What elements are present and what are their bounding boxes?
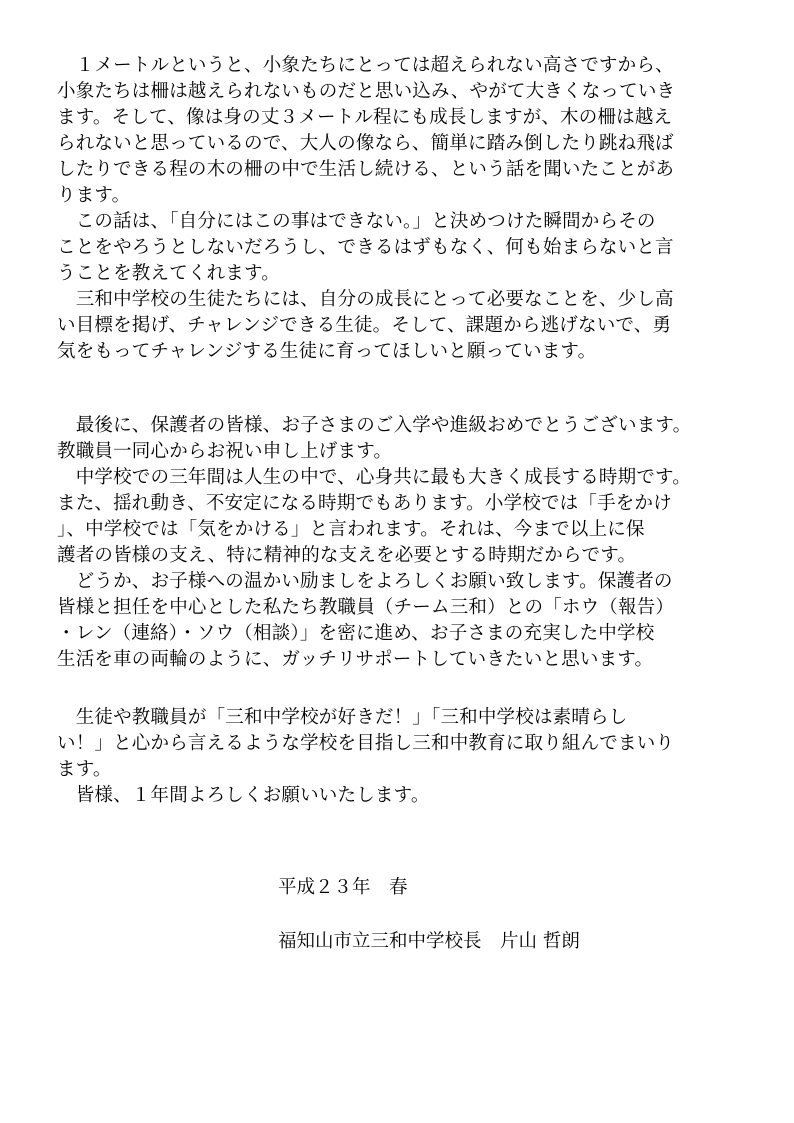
text-line: 生活を車の両輪のように、ガッチリサポートしていきたいと思います。 [57, 649, 654, 670]
text-line: 三和中学校の生徒たちには、自分の成長にとって必要なことを、少し高 [57, 289, 674, 310]
text-line: 最後に、保護者の皆様、お子さまのご入学や進級おめでとうございます。 [57, 415, 692, 436]
paragraph-block-closing [57, 705, 752, 809]
text-line: 小象たちは柵は越えられないものだと思い込み、やがて大きくなっていき [57, 81, 676, 102]
text-line: 皆様と担任を中心とした私たち教職員（チーム三和）との「ホウ（報告） [57, 597, 675, 618]
text-line: また、揺れ動き、不安定になる時期でもあります。小学校では「手をかけ [57, 493, 672, 514]
paragraph-block-greetings [57, 413, 752, 673]
text-line: 護者の皆様の支え、特に精神的な支えを必要とする時期だからです。 [57, 545, 637, 566]
text-line: したりできる程の木の柵の中で生活し続ける、という話を聞いたことがあ [57, 159, 675, 180]
text-line: ・レン（連絡）・ソウ（相談）」を密に進め、お子さまの充実した中学校 [57, 623, 655, 644]
text-line: ことをやろうとしないだろうし、できるはずもなく、何も始まらないと言 [57, 237, 674, 258]
text-line: ります。 [57, 185, 131, 206]
text-line: どうか、お子様への温かい励ましをよろしくお願い致します。保護者の [57, 571, 673, 592]
text-line: 教職員一同心からお祝い申し上げます。 [57, 441, 393, 462]
text-line: い！」と心から言えるような学校を目指し三和中教育に取り組んでまいり [57, 733, 675, 754]
text-line: い目標を掲げ、チャレンジできる生徒。そして、課題から逃げないで、勇 [57, 315, 672, 336]
signature-author: 福知山市立三和中学校長 片山 哲朗 [278, 931, 580, 952]
text-line: 」、中学校では「気をかける」と言われます。それは、今まで以上に保 [57, 519, 645, 540]
text-line: うことを教えてくれます。 [57, 263, 280, 284]
text-line: られないと思っているので、大人の像なら、簡単に踏み倒したり跳ね飛ば [57, 133, 674, 154]
text-line: 生徒や教職員が「三和中学校が好きだ！」「三和中学校は素晴らし [57, 707, 628, 728]
text-line: 中学校での三年間は人生の中で、心身共に最も大きく成長する時期です。 [57, 467, 691, 488]
text-line: 気をもってチャレンジする生徒に育ってほしいと願っています。 [57, 341, 597, 362]
signature-date: 平成２３年 春 [278, 877, 408, 898]
text-line: ます。そして、像は身の丈３メートル程にも成長しますが、木の柵は越え [57, 107, 673, 128]
text-line: ます。 [57, 759, 112, 780]
text-line: １メートルというと、小象たちにとっては超えられない高さですから、 [57, 55, 674, 76]
paragraph-block-elephant-story [57, 53, 752, 365]
text-line: 皆様、１年間よろしくお願いいたします。 [57, 785, 430, 806]
text-line: この話は、「自分にはこの事はできない。」と決めつけた瞬間からその [57, 211, 656, 232]
